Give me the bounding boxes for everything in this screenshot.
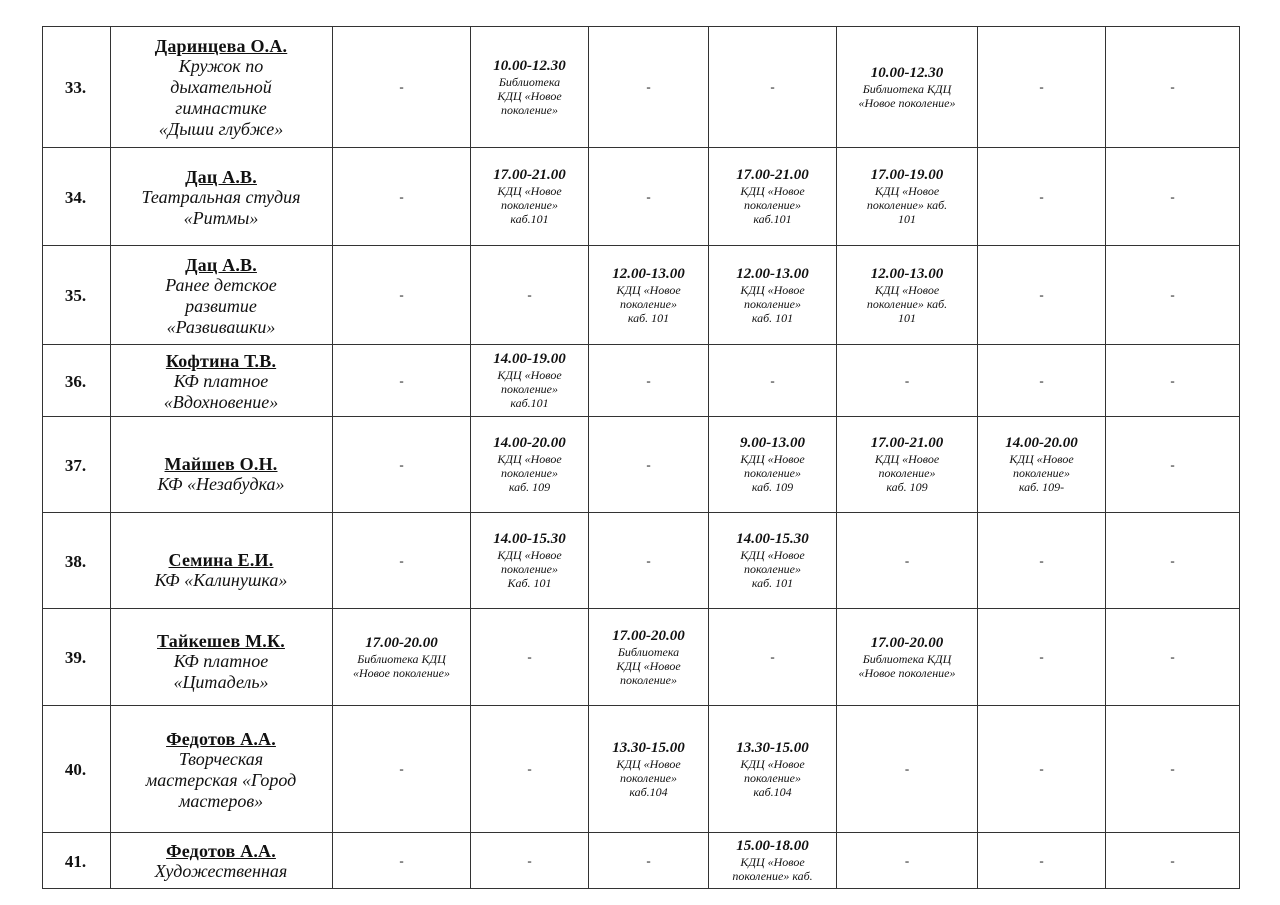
schedule-cell [837,27,978,148]
schedule-cell [978,345,1106,417]
no-session-dash: - [399,852,404,868]
schedule-cell [978,833,1106,889]
no-session-dash: - [399,372,404,388]
schedule-cell [589,27,709,148]
schedule-cell [471,513,589,609]
group-name: Художественная [154,861,288,881]
session-location: КДЦ «Новое поколение» каб. 101 [740,282,805,325]
spacer [114,436,328,454]
schedule-table [42,26,1240,889]
leader-cell [111,246,333,345]
leader-name: Майшев О.Н. [164,454,278,474]
spacer [114,623,328,631]
session-time: 13.30-15.00 [736,739,809,756]
leader-cell [111,833,333,889]
leader-cell [111,513,333,609]
session-time: 14.00-15.30 [736,531,809,547]
schedule-cell [837,417,978,513]
schedule-cell [471,246,589,345]
session-location: КДЦ «Новое поколение» каб. 101 [866,184,948,226]
schedule-cell [837,148,978,246]
table-row [43,609,1240,706]
no-session-dash: - [1170,79,1175,94]
no-session-dash: - [646,188,651,204]
session-location: Библиотека КДЦ «Новое поколение» [616,644,681,687]
session-time: 12.00-13.00 [870,265,944,282]
no-session-dash: - [770,79,775,94]
session-location: КДЦ «Новое поколение» каб. 109 [874,452,940,494]
schedule-cell [333,417,471,513]
session-time: 17.00-19.00 [870,167,944,183]
session-location: КДЦ «Новое поколение» каб. [732,855,813,883]
no-session-dash: - [527,649,532,664]
schedule-cell [978,609,1106,706]
schedule-cell [837,345,978,417]
schedule-cell [837,609,978,706]
leader-name: Даринцева О.А. [154,36,288,56]
schedule-cell [978,27,1106,148]
row-number: 36. [43,345,111,417]
leader-cell [111,148,333,246]
group-name: Творческая мастерская «Город мастеров» [145,748,297,811]
row-number: 41. [43,833,111,889]
table-row [43,513,1240,609]
schedule-cell [837,833,978,889]
leader-name: Кофтина Т.В. [165,350,277,371]
schedule-cell [1106,833,1240,889]
schedule-cell [837,513,978,609]
schedule-cell [471,417,589,513]
leader-cell [111,609,333,706]
schedule-cell [333,345,471,417]
session-location: Библиотека КДЦ «Новое поколение» [858,651,956,680]
session-location: КДЦ «Новое поколение» каб.101 [497,184,562,226]
schedule-cell [333,27,471,148]
session-location: Библиотека КДЦ «Новое поколение» [352,651,451,680]
session-time: 14.00-19.00 [493,351,566,367]
row-number: 38. [43,513,111,609]
session-time: 17.00-21.00 [736,167,809,183]
schedule-cell [333,246,471,345]
schedule-cell [589,513,709,609]
schedule-cell [589,833,709,889]
no-session-dash: - [904,552,910,568]
schedule-cell [978,417,1106,513]
session-location: КДЦ «Новое поколение» каб.104 [616,756,681,799]
table-row [43,706,1240,833]
table-row [43,417,1240,513]
session-location: КДЦ «Новое поколение» каб. 101 [866,282,948,325]
session-time: 10.00-12.30 [493,57,566,74]
leader-name: Семина Е.И. [168,550,274,570]
schedule-cell [1106,345,1240,417]
schedule-cell [978,513,1106,609]
no-session-dash: - [1039,852,1044,868]
schedule-cell [471,148,589,246]
session-time: 9.00-13.00 [740,435,805,451]
no-session-dash: - [1039,761,1044,776]
row-number: 35. [43,246,111,345]
no-session-dash: - [527,761,532,776]
session-time: 17.00-20.00 [870,634,944,651]
schedule-cell [709,609,837,706]
schedule-cell [333,609,471,706]
session-time: 17.00-21.00 [870,435,944,451]
group-name: Театральная студия «Ритмы» [141,186,301,228]
schedule-cell [471,706,589,833]
schedule-cell [837,246,978,345]
no-session-dash: - [399,552,404,568]
schedule-cell [589,345,709,417]
schedule-cell [589,246,709,345]
no-session-dash: - [1170,552,1175,568]
schedule-cell [1106,609,1240,706]
session-time: 14.00-20.00 [1005,435,1078,451]
schedule-cell [709,345,837,417]
no-session-dash: - [646,79,651,94]
schedule-cell [837,706,978,833]
schedule-cell [471,833,589,889]
no-session-dash: - [1039,79,1044,94]
spacer [114,532,328,550]
schedule-cell [1106,148,1240,246]
schedule-cell [978,246,1106,345]
session-location: КДЦ «Новое поколение» Каб. 101 [497,548,562,590]
session-time: 17.00-20.00 [612,627,685,644]
schedule-cell [589,148,709,246]
no-session-dash: - [399,761,404,776]
session-time: 12.00-13.00 [736,265,809,282]
schedule-cell [1106,513,1240,609]
schedule-cell [333,513,471,609]
group-name: КФ платное «Цитадель» [173,651,269,692]
no-session-dash: - [1170,761,1175,776]
group-name: КФ «Калинушка» [154,570,288,590]
session-time: 12.00-13.00 [612,265,685,282]
leader-cell [111,417,333,513]
schedule-cell [1106,246,1240,345]
leader-name: Тайкешев М.К. [157,631,285,651]
group-name: КФ «Незабудка» [157,474,285,494]
schedule-cell [709,417,837,513]
no-session-dash: - [646,552,651,568]
no-session-dash: - [1170,372,1175,388]
no-session-dash: - [770,372,775,388]
no-session-dash: - [527,287,532,302]
session-time: 14.00-20.00 [493,435,566,451]
schedule-cell [589,706,709,833]
schedule-cell [333,148,471,246]
row-number: 33. [43,27,111,148]
no-session-dash: - [527,852,532,868]
table-row [43,833,1240,889]
no-session-dash: - [399,79,404,94]
no-session-dash: - [646,456,651,472]
no-session-dash: - [1170,852,1175,868]
session-time: 17.00-21.00 [493,167,566,183]
schedule-cell [1106,417,1240,513]
session-location: КДЦ «Новое поколение» каб. 109 [740,452,805,494]
schedule-cell [1106,27,1240,148]
no-session-dash: - [1039,287,1044,302]
no-session-dash: - [646,372,651,388]
schedule-body [43,27,1240,889]
session-location: КДЦ «Новое поколение» каб. 101 [616,282,681,325]
session-time: 15.00-18.00 [736,838,809,854]
schedule-cell [709,706,837,833]
table-row [43,27,1240,148]
group-name: Ранее детское развитие «Развивашки» [165,274,277,337]
no-session-dash: - [399,456,404,472]
schedule-cell [709,833,837,889]
session-time: 13.30-15.00 [612,739,685,756]
session-location: Библиотека КДЦ «Новое поколение» [497,74,562,117]
session-time: 14.00-15.30 [493,531,566,547]
session-location: КДЦ «Новое поколение» каб. 109 [497,452,562,494]
no-session-dash: - [399,188,404,204]
no-session-dash: - [1039,552,1044,568]
no-session-dash: - [1039,649,1044,664]
no-session-dash: - [646,852,651,868]
leader-name: Федотов А.А. [166,728,276,749]
session-time: 17.00-20.00 [365,634,438,651]
schedule-cell [471,27,589,148]
schedule-cell [333,706,471,833]
no-session-dash: - [1170,456,1175,472]
no-session-dash: - [904,372,910,388]
table-row [43,246,1240,345]
session-location: КДЦ «Новое поколение» каб.101 [497,368,562,410]
schedule-cell [709,148,837,246]
session-time: 10.00-12.30 [870,64,944,81]
leader-name: Дац А.В. [185,166,257,187]
schedule-cell [1106,706,1240,833]
session-location: КДЦ «Новое поколение» каб. 109- [1009,452,1074,494]
schedule-cell [589,417,709,513]
no-session-dash: - [1039,188,1044,204]
session-location: КДЦ «Новое поколение» каб.104 [740,756,805,799]
row-number: 39. [43,609,111,706]
session-location: КДЦ «Новое поколение» каб.101 [740,184,805,226]
schedule-cell [709,246,837,345]
schedule-cell [589,609,709,706]
row-number: 34. [43,148,111,246]
leader-name: Дац А.В. [185,254,257,275]
no-session-dash: - [399,287,404,302]
no-session-dash: - [1170,287,1175,302]
schedule-cell [978,706,1106,833]
schedule-cell [471,609,589,706]
no-session-dash: - [904,761,910,776]
session-location: КДЦ «Новое поколение» каб. 101 [740,548,805,590]
no-session-dash: - [770,649,775,664]
schedule-cell [978,148,1106,246]
group-name: Кружок по дыхательной гимнастике «Дыши глубже» [158,56,284,139]
no-session-dash: - [1170,649,1175,664]
schedule-cell [471,345,589,417]
schedule-cell [709,513,837,609]
schedule-cell [333,833,471,889]
row-number: 40. [43,706,111,833]
leader-cell [111,27,333,148]
no-session-dash: - [1170,188,1175,204]
leader-cell [111,706,333,833]
schedule-cell [709,27,837,148]
row-number: 37. [43,417,111,513]
table-row [43,148,1240,246]
session-location: Библиотека КДЦ «Новое поколение» [858,81,956,110]
no-session-dash: - [1039,372,1044,388]
leader-name: Федотов А.А. [166,841,276,861]
table-row [43,345,1240,417]
no-session-dash: - [904,852,910,868]
group-name: КФ платное «Вдохновение» [163,370,279,412]
leader-cell [111,345,333,417]
